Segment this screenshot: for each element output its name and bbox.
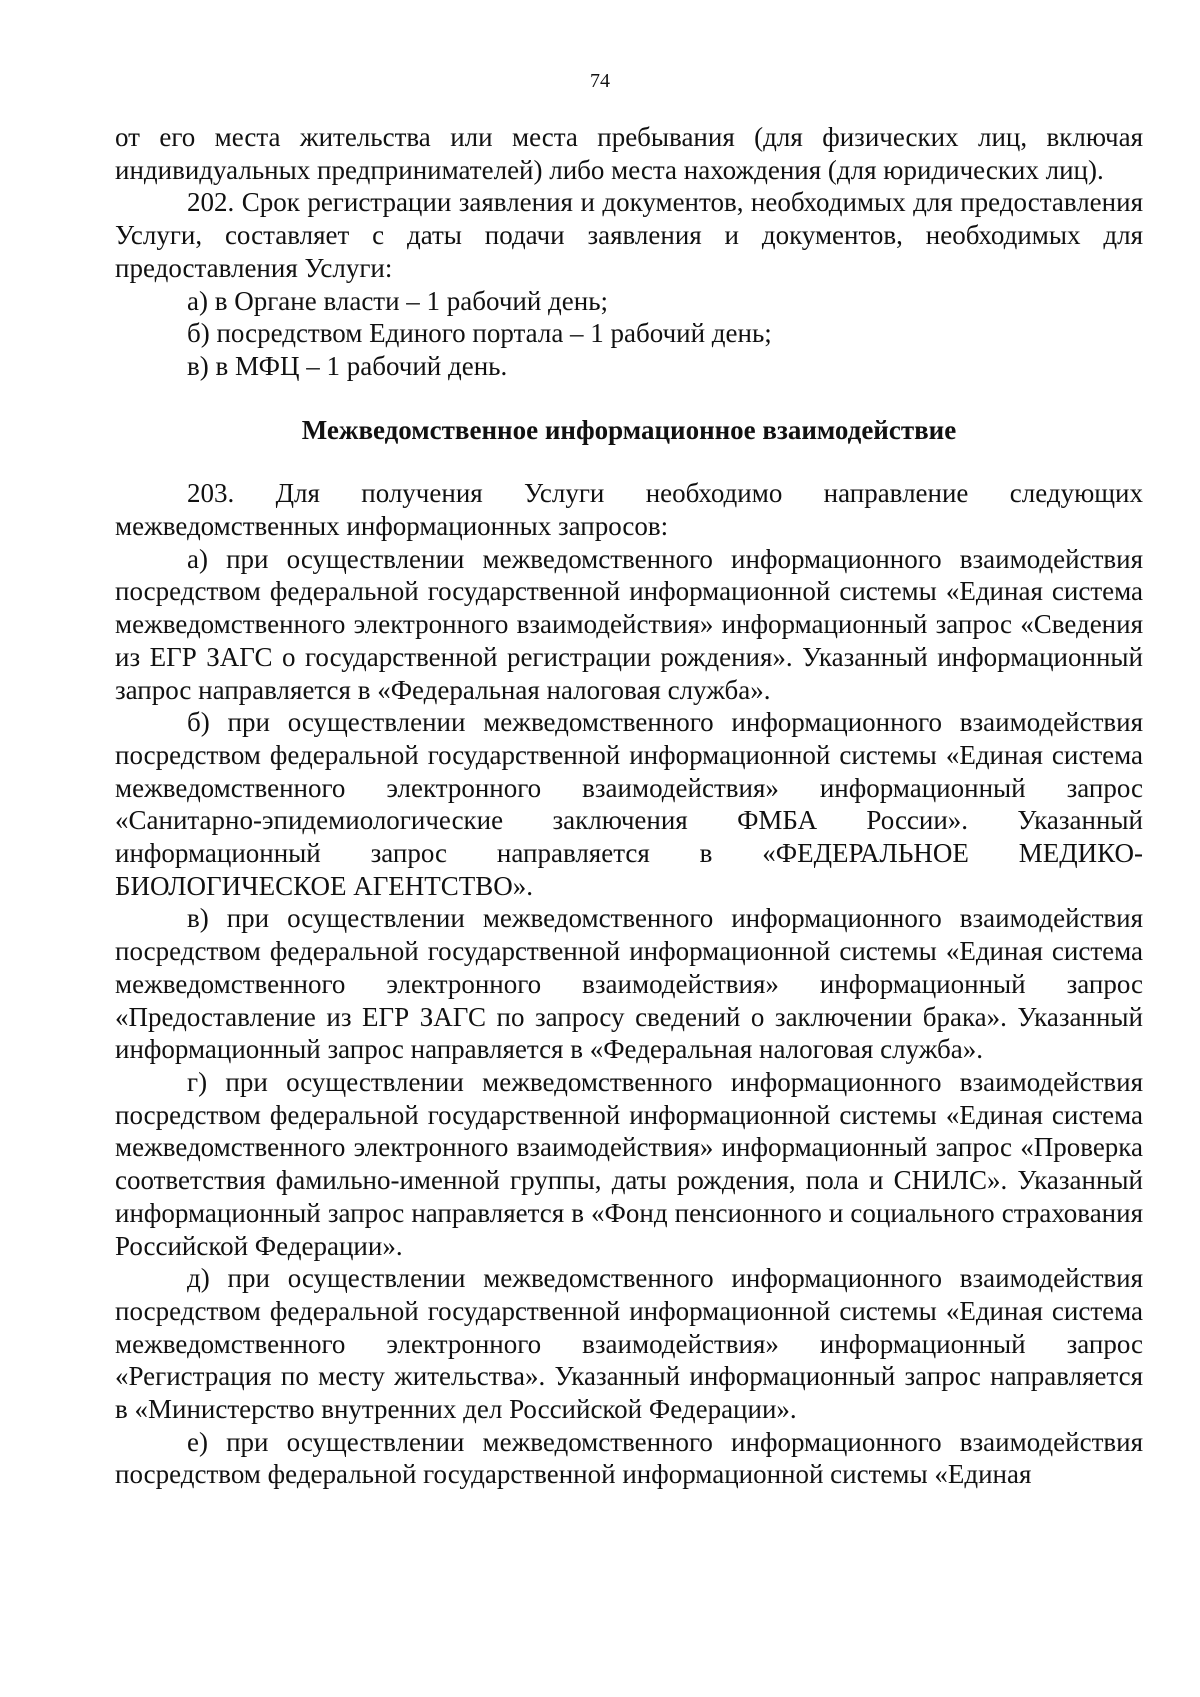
paragraph-203: 203. Для получения Услуги необходимо направление следующих межведомственных информационных запросов:	[115, 478, 1143, 542]
page-number: 74	[590, 70, 610, 92]
list-item-203-e: д) при осуществлении межведомственного информационного взаимодействия посредством федеральной государственной информационной системы «Единая система межведомственного электронного взаимодействия» информационный запрос «Регистрация по месту жительства». Указанный информационный запрос направляется в «Министерство внутренних дел Российской Федерации».	[115, 1263, 1143, 1425]
paragraph-continuation: от его места жительства или места пребывания (для физических лиц, включая индивидуальных предпринимателей) либо места нахождения (для юридических лиц).	[115, 122, 1143, 185]
list-item-202-c: в) в МФЦ – 1 рабочий день.	[187, 350, 508, 381]
section-heading: Межведомственное информационное взаимодействие	[301, 414, 957, 445]
paragraph-202: 202. Срок регистрации заявления и документов, необходимых для предоставления Услуги, составляет с даты подачи заявления и документов, необходимых для предоставления Услуги:	[115, 187, 1143, 283]
list-item-203-c: в) при осуществлении межведомственного информационного взаимодействия посредством федеральной государственной информационной системы «Единая система межведомственного электронного взаимодействия» информационный запрос «Предоставление из ЕГР ЗАГС по запросу сведений о заключении брака». Указанный информационный запрос направляется в «Федеральная налоговая служба».	[115, 903, 1143, 1065]
list-item-203-f: е) при осуществлении межведомственного информационного взаимодействия посредством федеральной государственной информационной системы «Единая	[115, 1426, 1143, 1490]
list-item-202-b: б) посредством Единого портала – 1 рабочий день;	[187, 318, 772, 349]
list-item-202-a: а) в Органе власти – 1 рабочий день;	[187, 285, 609, 316]
document-body	[115, 121, 1143, 1491]
list-item-203-b: б) при осуществлении межведомственного информационного взаимодействия посредством федеральной государственной информационной системы «Единая система межведомственного электронного взаимодействия» информационный запрос «Санитарно-эпидемиологические заключения ФМБА России». Указанный информационный запрос направляется в «ФЕДЕРАЛЬНОЕ МЕДИКО-БИОЛОГИЧЕСКОЕ АГЕНТСТВО».	[115, 707, 1143, 901]
list-item-203-d: г) при осуществлении межведомственного информационного взаимодействия посредством федеральной государственной информационной системы «Единая система межведомственного электронного взаимодействия» информационный запрос «Проверка соответствия фамильно-именной группы, даты рождения, пола и СНИЛС». Указанный информационный запрос направляется в «Фонд пенсионного и социального страхования Российской Федерации».	[115, 1066, 1143, 1261]
list-item-203-a: а) при осуществлении межведомственного информационного взаимодействия посредством федеральной государственной информационной системы «Единая система межведомственного электронного взаимодействия» информационный запрос «Сведения из ЕГР ЗАГС о государственной регистрации рождения». Указанный информационный запрос направляется в «Федеральная налоговая служба».	[115, 543, 1143, 705]
